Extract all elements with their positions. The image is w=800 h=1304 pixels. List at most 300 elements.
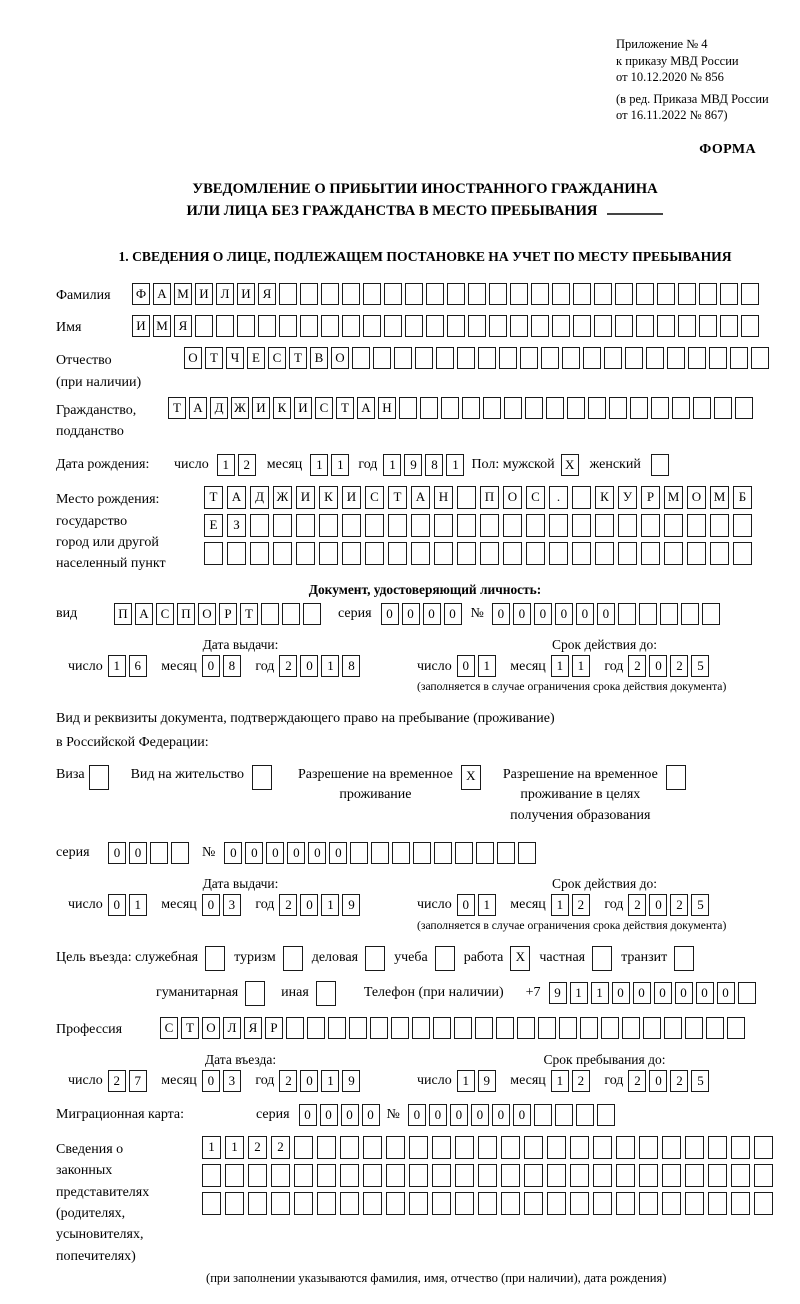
form-cell[interactable] [525,397,543,419]
form-cell[interactable]: В [310,347,328,369]
form-cell[interactable]: 2 [108,1070,126,1092]
form-cell[interactable] [363,1192,382,1215]
form-cell[interactable] [667,347,685,369]
form-cell[interactable]: 2 [248,1136,267,1159]
form-cell[interactable] [483,397,501,419]
form-cell[interactable] [455,1192,474,1215]
form-cell[interactable]: 0 [555,603,573,625]
form-cell[interactable]: 0 [423,603,441,625]
form-cell[interactable] [413,842,431,864]
temp-residence-checkbox[interactable] [461,765,481,790]
form-cell[interactable] [664,542,683,565]
form-cell[interactable] [672,397,690,419]
form-cell[interactable] [195,315,213,337]
form-cell[interactable]: 1 [202,1136,221,1159]
form-cell[interactable] [365,514,384,537]
form-cell[interactable]: 0 [362,1104,380,1126]
form-cell[interactable] [478,347,496,369]
form-cell[interactable] [573,283,591,305]
form-cell[interactable] [279,315,297,337]
form-cell[interactable] [457,347,475,369]
form-cell[interactable] [685,1164,704,1187]
form-cell[interactable] [432,1136,451,1159]
form-cell[interactable] [570,1192,589,1215]
form-cell[interactable]: М [664,486,683,509]
form-cell[interactable] [426,283,444,305]
form-cell[interactable] [687,514,706,537]
form-cell[interactable]: П [480,486,499,509]
form-cell[interactable]: 7 [129,1070,147,1092]
form-cell[interactable] [546,397,564,419]
form-cell[interactable] [282,603,300,625]
form-cell[interactable]: 0 [266,842,284,864]
form-cell[interactable]: 0 [341,1104,359,1126]
form-cell[interactable] [714,397,732,419]
form-cell[interactable] [455,1164,474,1187]
form-cell[interactable]: 9 [342,894,360,916]
form-cell[interactable] [340,1192,359,1215]
form-cell[interactable] [245,981,265,1006]
form-cell[interactable] [616,1192,635,1215]
form-cell[interactable] [572,486,591,509]
form-cell[interactable] [426,315,444,337]
form-cell[interactable]: 6 [129,655,147,677]
form-cell[interactable]: 1 [321,655,339,677]
form-cell[interactable] [639,1136,658,1159]
form-cell[interactable] [317,1136,336,1159]
form-cell[interactable] [643,1017,661,1039]
form-cell[interactable]: П [177,603,195,625]
form-cell[interactable]: И [132,315,150,337]
form-cell[interactable]: 0 [299,1104,317,1126]
form-cell[interactable]: Т [205,347,223,369]
form-cell[interactable]: 0 [450,1104,468,1126]
form-cell[interactable]: 5 [691,894,709,916]
form-cell[interactable] [735,397,753,419]
form-cell[interactable]: Т [181,1017,199,1039]
form-cell[interactable] [559,1017,577,1039]
form-cell[interactable] [480,514,499,537]
form-cell[interactable] [447,315,465,337]
form-cell[interactable]: 9 [404,454,422,476]
form-cell[interactable]: 0 [696,982,714,1004]
form-cell[interactable] [415,347,433,369]
form-cell[interactable]: С [526,486,545,509]
form-cell[interactable] [303,603,321,625]
form-cell[interactable] [549,542,568,565]
form-cell[interactable] [555,1104,573,1126]
form-cell[interactable] [478,1164,497,1187]
purpose-sluzhebnaya-checkbox[interactable] [205,946,225,971]
form-cell[interactable] [250,542,269,565]
form-cell[interactable] [386,1192,405,1215]
form-cell[interactable] [662,1136,681,1159]
form-cell[interactable] [394,347,412,369]
form-cell[interactable]: 0 [308,842,326,864]
form-cell[interactable] [710,514,729,537]
form-cell[interactable]: 9 [549,982,567,1004]
form-cell[interactable] [510,283,528,305]
form-cell[interactable]: 0 [597,603,615,625]
form-cell[interactable] [478,1192,497,1215]
form-cell[interactable] [733,542,752,565]
form-cell[interactable] [754,1164,773,1187]
form-cell[interactable] [664,514,683,537]
purpose-delovaya-checkbox[interactable] [365,946,385,971]
form-cell[interactable]: Т [336,397,354,419]
form-cell[interactable]: 1 [551,1070,569,1092]
form-cell[interactable] [384,283,402,305]
form-cell[interactable] [678,315,696,337]
form-cell[interactable] [547,1136,566,1159]
form-cell[interactable]: 9 [342,1070,360,1092]
form-cell[interactable]: 0 [492,603,510,625]
form-cell[interactable] [660,603,678,625]
form-cell[interactable] [501,1192,520,1215]
form-cell[interactable] [370,1017,388,1039]
form-cell[interactable] [531,283,549,305]
form-cell[interactable] [504,397,522,419]
form-cell[interactable] [520,347,538,369]
form-cell[interactable]: 2 [670,894,688,916]
form-cell[interactable] [388,542,407,565]
form-cell[interactable] [622,1017,640,1039]
sex-male-checkbox[interactable] [561,454,582,476]
form-cell[interactable]: И [252,397,270,419]
form-cell[interactable] [271,1164,290,1187]
form-cell[interactable] [657,315,675,337]
form-cell[interactable] [457,542,476,565]
form-cell[interactable]: Н [378,397,396,419]
form-cell[interactable] [468,283,486,305]
form-cell[interactable] [524,1192,543,1215]
form-cell[interactable] [517,1017,535,1039]
form-cell[interactable]: Т [168,397,186,419]
form-cell[interactable]: 0 [717,982,735,1004]
form-cell[interactable] [685,1017,703,1039]
form-cell[interactable]: 1 [551,655,569,677]
form-cell[interactable] [296,514,315,537]
form-cell[interactable]: К [595,486,614,509]
purpose-chastnaya-checkbox[interactable] [592,946,612,971]
form-cell[interactable]: 0 [108,842,126,864]
form-cell[interactable] [595,542,614,565]
form-cell[interactable] [294,1164,313,1187]
form-cell[interactable]: 1 [225,1136,244,1159]
form-cell[interactable] [392,842,410,864]
form-cell[interactable]: 3 [223,894,241,916]
form-cell[interactable]: 2 [279,655,297,677]
form-cell[interactable] [616,1164,635,1187]
form-cell[interactable] [342,283,360,305]
form-cell[interactable] [741,315,759,337]
form-cell[interactable] [524,1164,543,1187]
form-cell[interactable] [646,347,664,369]
form-cell[interactable]: 8 [342,655,360,677]
form-cell[interactable]: 1 [478,655,496,677]
form-cell[interactable] [615,283,633,305]
form-cell[interactable]: 0 [300,894,318,916]
form-cell[interactable]: 2 [670,1070,688,1092]
form-cell[interactable]: 0 [202,1070,220,1092]
form-cell[interactable] [609,397,627,419]
form-cell[interactable] [434,542,453,565]
form-cell[interactable]: 0 [513,1104,531,1126]
form-cell[interactable] [641,542,660,565]
form-cell[interactable]: 1 [572,655,590,677]
form-cell[interactable] [373,347,391,369]
form-cell[interactable] [687,542,706,565]
form-cell[interactable]: Ж [273,486,292,509]
form-cell[interactable] [727,1017,745,1039]
form-cell[interactable]: А [227,486,246,509]
form-cell[interactable]: П [114,603,132,625]
form-cell[interactable] [225,1164,244,1187]
form-cell[interactable] [300,315,318,337]
form-cell[interactable]: Т [289,347,307,369]
form-cell[interactable] [384,315,402,337]
form-cell[interactable]: 8 [425,454,443,476]
form-cell[interactable]: 1 [446,454,464,476]
form-cell[interactable]: Р [219,603,237,625]
form-cell[interactable] [731,1192,750,1215]
form-cell[interactable] [666,765,686,790]
form-cell[interactable] [657,283,675,305]
form-cell[interactable]: 1 [551,894,569,916]
form-cell[interactable] [580,1017,598,1039]
form-cell[interactable] [510,315,528,337]
form-cell[interactable]: М [710,486,729,509]
form-cell[interactable] [549,514,568,537]
form-cell[interactable] [547,1164,566,1187]
form-cell[interactable] [720,315,738,337]
purpose-gumanitarnaya-checkbox[interactable] [245,981,265,1006]
form-cell[interactable] [350,842,368,864]
form-cell[interactable] [636,315,654,337]
form-cell[interactable] [618,603,636,625]
form-cell[interactable] [754,1136,773,1159]
form-cell[interactable] [436,347,454,369]
form-cell[interactable] [710,542,729,565]
form-cell[interactable] [294,1192,313,1215]
form-cell[interactable]: X [510,946,530,971]
form-cell[interactable] [625,347,643,369]
form-cell[interactable] [300,283,318,305]
form-cell[interactable] [296,542,315,565]
form-cell[interactable]: 0 [381,603,399,625]
form-cell[interactable]: 0 [633,982,651,1004]
form-cell[interactable]: О [687,486,706,509]
form-cell[interactable] [526,542,545,565]
form-cell[interactable] [651,454,669,476]
form-cell[interactable] [706,1017,724,1039]
form-cell[interactable]: 1 [129,894,147,916]
phone-cells[interactable] [549,982,759,1004]
form-cell[interactable] [641,514,660,537]
form-cell[interactable] [526,514,545,537]
form-cell[interactable]: Д [250,486,269,509]
form-cell[interactable] [434,514,453,537]
form-cell[interactable] [432,1192,451,1215]
form-cell[interactable]: 0 [457,655,475,677]
form-cell[interactable]: 0 [649,1070,667,1092]
form-cell[interactable] [294,1136,313,1159]
form-cell[interactable] [678,283,696,305]
form-cell[interactable]: 0 [202,894,220,916]
form-cell[interactable] [499,347,517,369]
form-cell[interactable] [475,1017,493,1039]
form-cell[interactable]: 1 [383,454,401,476]
temp-residence-edu-checkbox[interactable] [666,765,686,790]
form-cell[interactable] [250,514,269,537]
form-cell[interactable]: 1 [591,982,609,1004]
form-cell[interactable] [480,542,499,565]
form-cell[interactable]: 1 [570,982,588,1004]
form-cell[interactable] [386,1136,405,1159]
form-cell[interactable] [433,1017,451,1039]
form-cell[interactable] [518,842,536,864]
form-cell[interactable] [420,397,438,419]
form-cell[interactable] [489,283,507,305]
form-cell[interactable] [409,1164,428,1187]
form-cell[interactable] [365,946,385,971]
form-cell[interactable] [171,842,189,864]
form-cell[interactable] [349,1017,367,1039]
form-cell[interactable]: 2 [271,1136,290,1159]
form-cell[interactable] [202,1164,221,1187]
form-cell[interactable] [365,542,384,565]
form-cell[interactable]: 0 [408,1104,426,1126]
form-cell[interactable] [342,514,361,537]
form-cell[interactable] [639,603,657,625]
form-cell[interactable] [352,347,370,369]
form-cell[interactable] [248,1164,267,1187]
form-cell[interactable] [754,1192,773,1215]
form-cell[interactable]: А [189,397,207,419]
form-cell[interactable] [497,842,515,864]
form-cell[interactable] [567,397,585,419]
form-cell[interactable] [708,1192,727,1215]
form-cell[interactable]: К [273,397,291,419]
form-cell[interactable] [216,315,234,337]
form-cell[interactable] [432,1164,451,1187]
form-cell[interactable] [261,603,279,625]
form-cell[interactable]: Е [247,347,265,369]
form-cell[interactable]: О [331,347,349,369]
form-cell[interactable]: Д [210,397,228,419]
form-cell[interactable] [202,1192,221,1215]
form-cell[interactable] [573,315,591,337]
form-cell[interactable]: 0 [202,655,220,677]
form-cell[interactable] [89,765,109,790]
form-cell[interactable]: М [174,283,192,305]
form-cell[interactable]: 2 [279,1070,297,1092]
form-cell[interactable] [283,946,303,971]
form-cell[interactable] [273,514,292,537]
form-cell[interactable]: 0 [320,1104,338,1126]
form-cell[interactable] [258,315,276,337]
form-cell[interactable]: З [227,514,246,537]
form-cell[interactable]: Т [240,603,258,625]
form-cell[interactable] [363,315,381,337]
form-cell[interactable] [576,1104,594,1126]
form-cell[interactable] [441,397,459,419]
purpose-ucheba-checkbox[interactable] [435,946,455,971]
form-cell[interactable] [572,514,591,537]
form-cell[interactable]: 0 [402,603,420,625]
form-cell[interactable] [708,1136,727,1159]
form-cell[interactable]: 0 [429,1104,447,1126]
form-cell[interactable] [279,283,297,305]
form-cell[interactable] [340,1136,359,1159]
form-cell[interactable] [708,1164,727,1187]
form-cell[interactable] [618,542,637,565]
form-cell[interactable] [252,765,272,790]
form-cell[interactable]: 1 [457,1070,475,1092]
form-cell[interactable]: А [411,486,430,509]
form-cell[interactable]: X [461,765,481,790]
form-cell[interactable]: 2 [279,894,297,916]
form-cell[interactable] [342,315,360,337]
form-cell[interactable] [524,1136,543,1159]
form-cell[interactable] [662,1192,681,1215]
form-cell[interactable] [693,397,711,419]
form-cell[interactable]: Е [204,514,223,537]
form-cell[interactable] [588,397,606,419]
form-cell[interactable] [681,603,699,625]
form-cell[interactable] [594,315,612,337]
form-cell[interactable]: И [237,283,255,305]
form-cell[interactable]: 0 [329,842,347,864]
form-cell[interactable]: 0 [224,842,242,864]
form-cell[interactable] [248,1192,267,1215]
form-cell[interactable] [388,514,407,537]
form-cell[interactable] [592,946,612,971]
form-cell[interactable] [455,1136,474,1159]
form-cell[interactable] [616,1136,635,1159]
form-cell[interactable] [409,1136,428,1159]
form-cell[interactable] [489,315,507,337]
form-cell[interactable] [316,981,336,1006]
form-cell[interactable] [409,1192,428,1215]
form-cell[interactable] [476,842,494,864]
form-cell[interactable]: 3 [223,1070,241,1092]
form-cell[interactable] [594,283,612,305]
form-cell[interactable]: С [268,347,286,369]
form-cell[interactable]: А [135,603,153,625]
purpose-turizm-checkbox[interactable] [283,946,303,971]
form-cell[interactable] [593,1192,612,1215]
form-cell[interactable]: 0 [492,1104,510,1126]
form-cell[interactable]: О [503,486,522,509]
form-cell[interactable]: О [184,347,202,369]
form-cell[interactable] [570,1164,589,1187]
visa-checkbox[interactable] [89,765,109,790]
form-cell[interactable]: Я [174,315,192,337]
purpose-tranzit-checkbox[interactable] [674,946,694,971]
form-cell[interactable]: 0 [245,842,263,864]
form-cell[interactable]: 0 [108,894,126,916]
form-cell[interactable]: 8 [223,655,241,677]
sex-female-checkbox[interactable] [651,454,672,476]
form-cell[interactable] [205,946,225,971]
form-cell[interactable] [572,542,591,565]
form-cell[interactable] [317,1164,336,1187]
form-cell[interactable]: Я [244,1017,262,1039]
form-cell[interactable] [730,347,748,369]
form-cell[interactable] [570,1136,589,1159]
purpose-rabota-checkbox[interactable] [510,946,530,971]
